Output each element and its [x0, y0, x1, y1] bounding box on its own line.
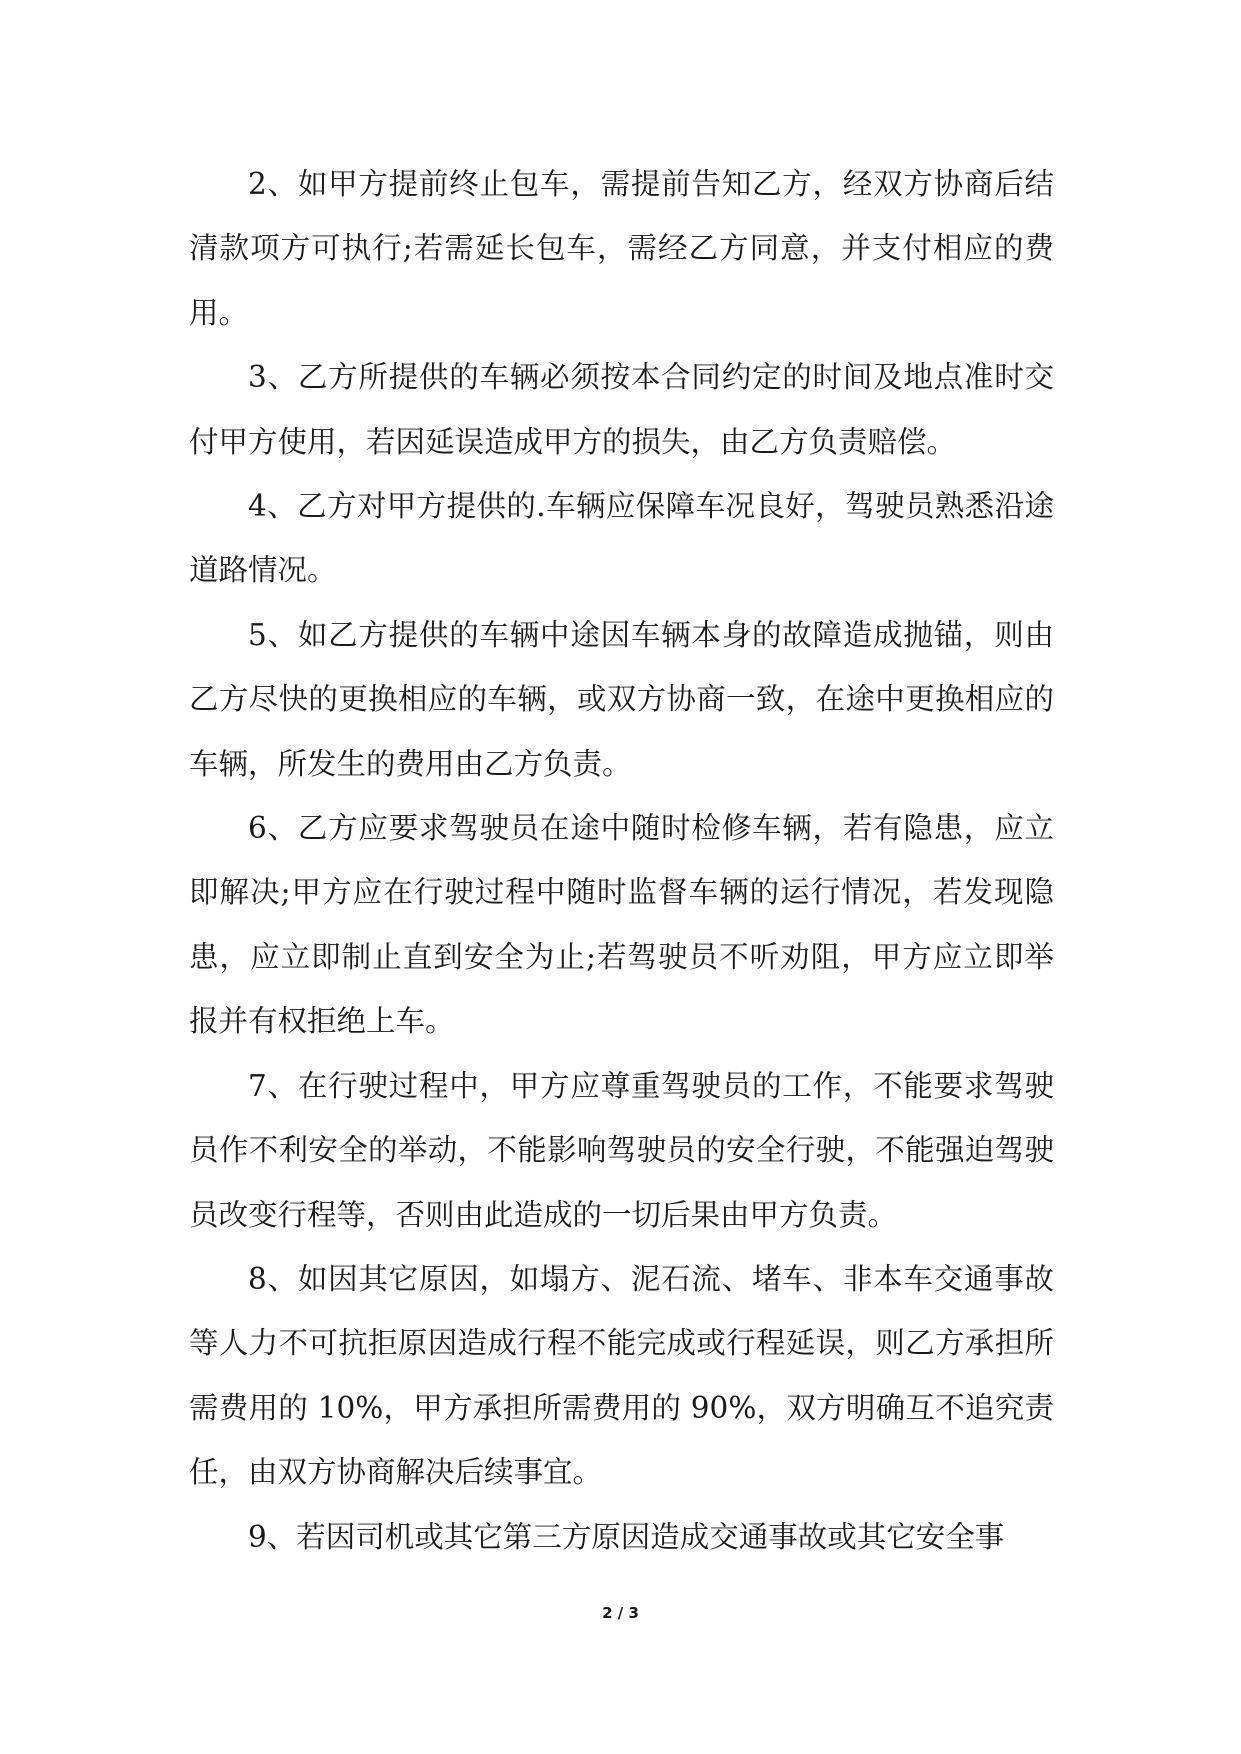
paragraph-clause-2: 2、如甲方提前终止包车，需提前告知乙方，经双方协商后结清款项方可执行;若需延长包车，需经乙方同意，并支付相应的费用。 — [189, 167, 1054, 330]
document-body — [189, 152, 1054, 1569]
page-number: 2 / 3 — [602, 1604, 639, 1622]
paragraph-clause-7: 7、在行驶过程中，甲方应尊重驾驶员的工作，不能要求驾驶员作不利安全的举动，不能影响驾驶员的安全行驶，不能强迫驾驶员改变行程等，否则由此造成的一切后果由甲方负责。 — [189, 1068, 1054, 1232]
paragraph-clause-8: 8、如因其它原因，如塌方、泥石流、堵车、非本车交通事故等人力不可抗拒原因造成行程不能完成或行程延误，则乙方承担所需费用的 10%，甲方承担所需费用的 90%，双方明确互不追究责任，由双方协商解决后续事宜。 — [189, 1261, 1054, 1490]
paragraph-clause-6: 6、乙方应要求驾驶员在途中随时检修车辆，若有隐患，应立即解决;甲方应在行驶过程中随时监督车辆的运行情况，若发现隐患，应立即制止直到安全为止;若驾驶员不听劝阻，甲方应立即举报并有权拒绝上车。 — [189, 811, 1054, 1039]
paragraph-clause-4: 4、乙方对甲方提供的.车辆应保障车况良好，驾驶员熟悉沿途道路情况。 — [189, 489, 1054, 588]
paragraph-clause-9: 9、若因司机或其它第三方原因造成交通事故或其它安全事 — [248, 1519, 1005, 1554]
paragraph-clause-3: 3、乙方所提供的车辆必须按本合同约定的时间及地点准时交付甲方使用，若因延误造成甲方的损失，由乙方负责赔偿。 — [189, 360, 1054, 459]
paragraph-clause-5: 5、如乙方提供的车辆中途因车辆本身的故障造成抛锚，则由乙方尽快的更换相应的车辆，或双方协商一致，在途中更换相应的车辆，所发生的费用由乙方负责。 — [189, 617, 1054, 781]
